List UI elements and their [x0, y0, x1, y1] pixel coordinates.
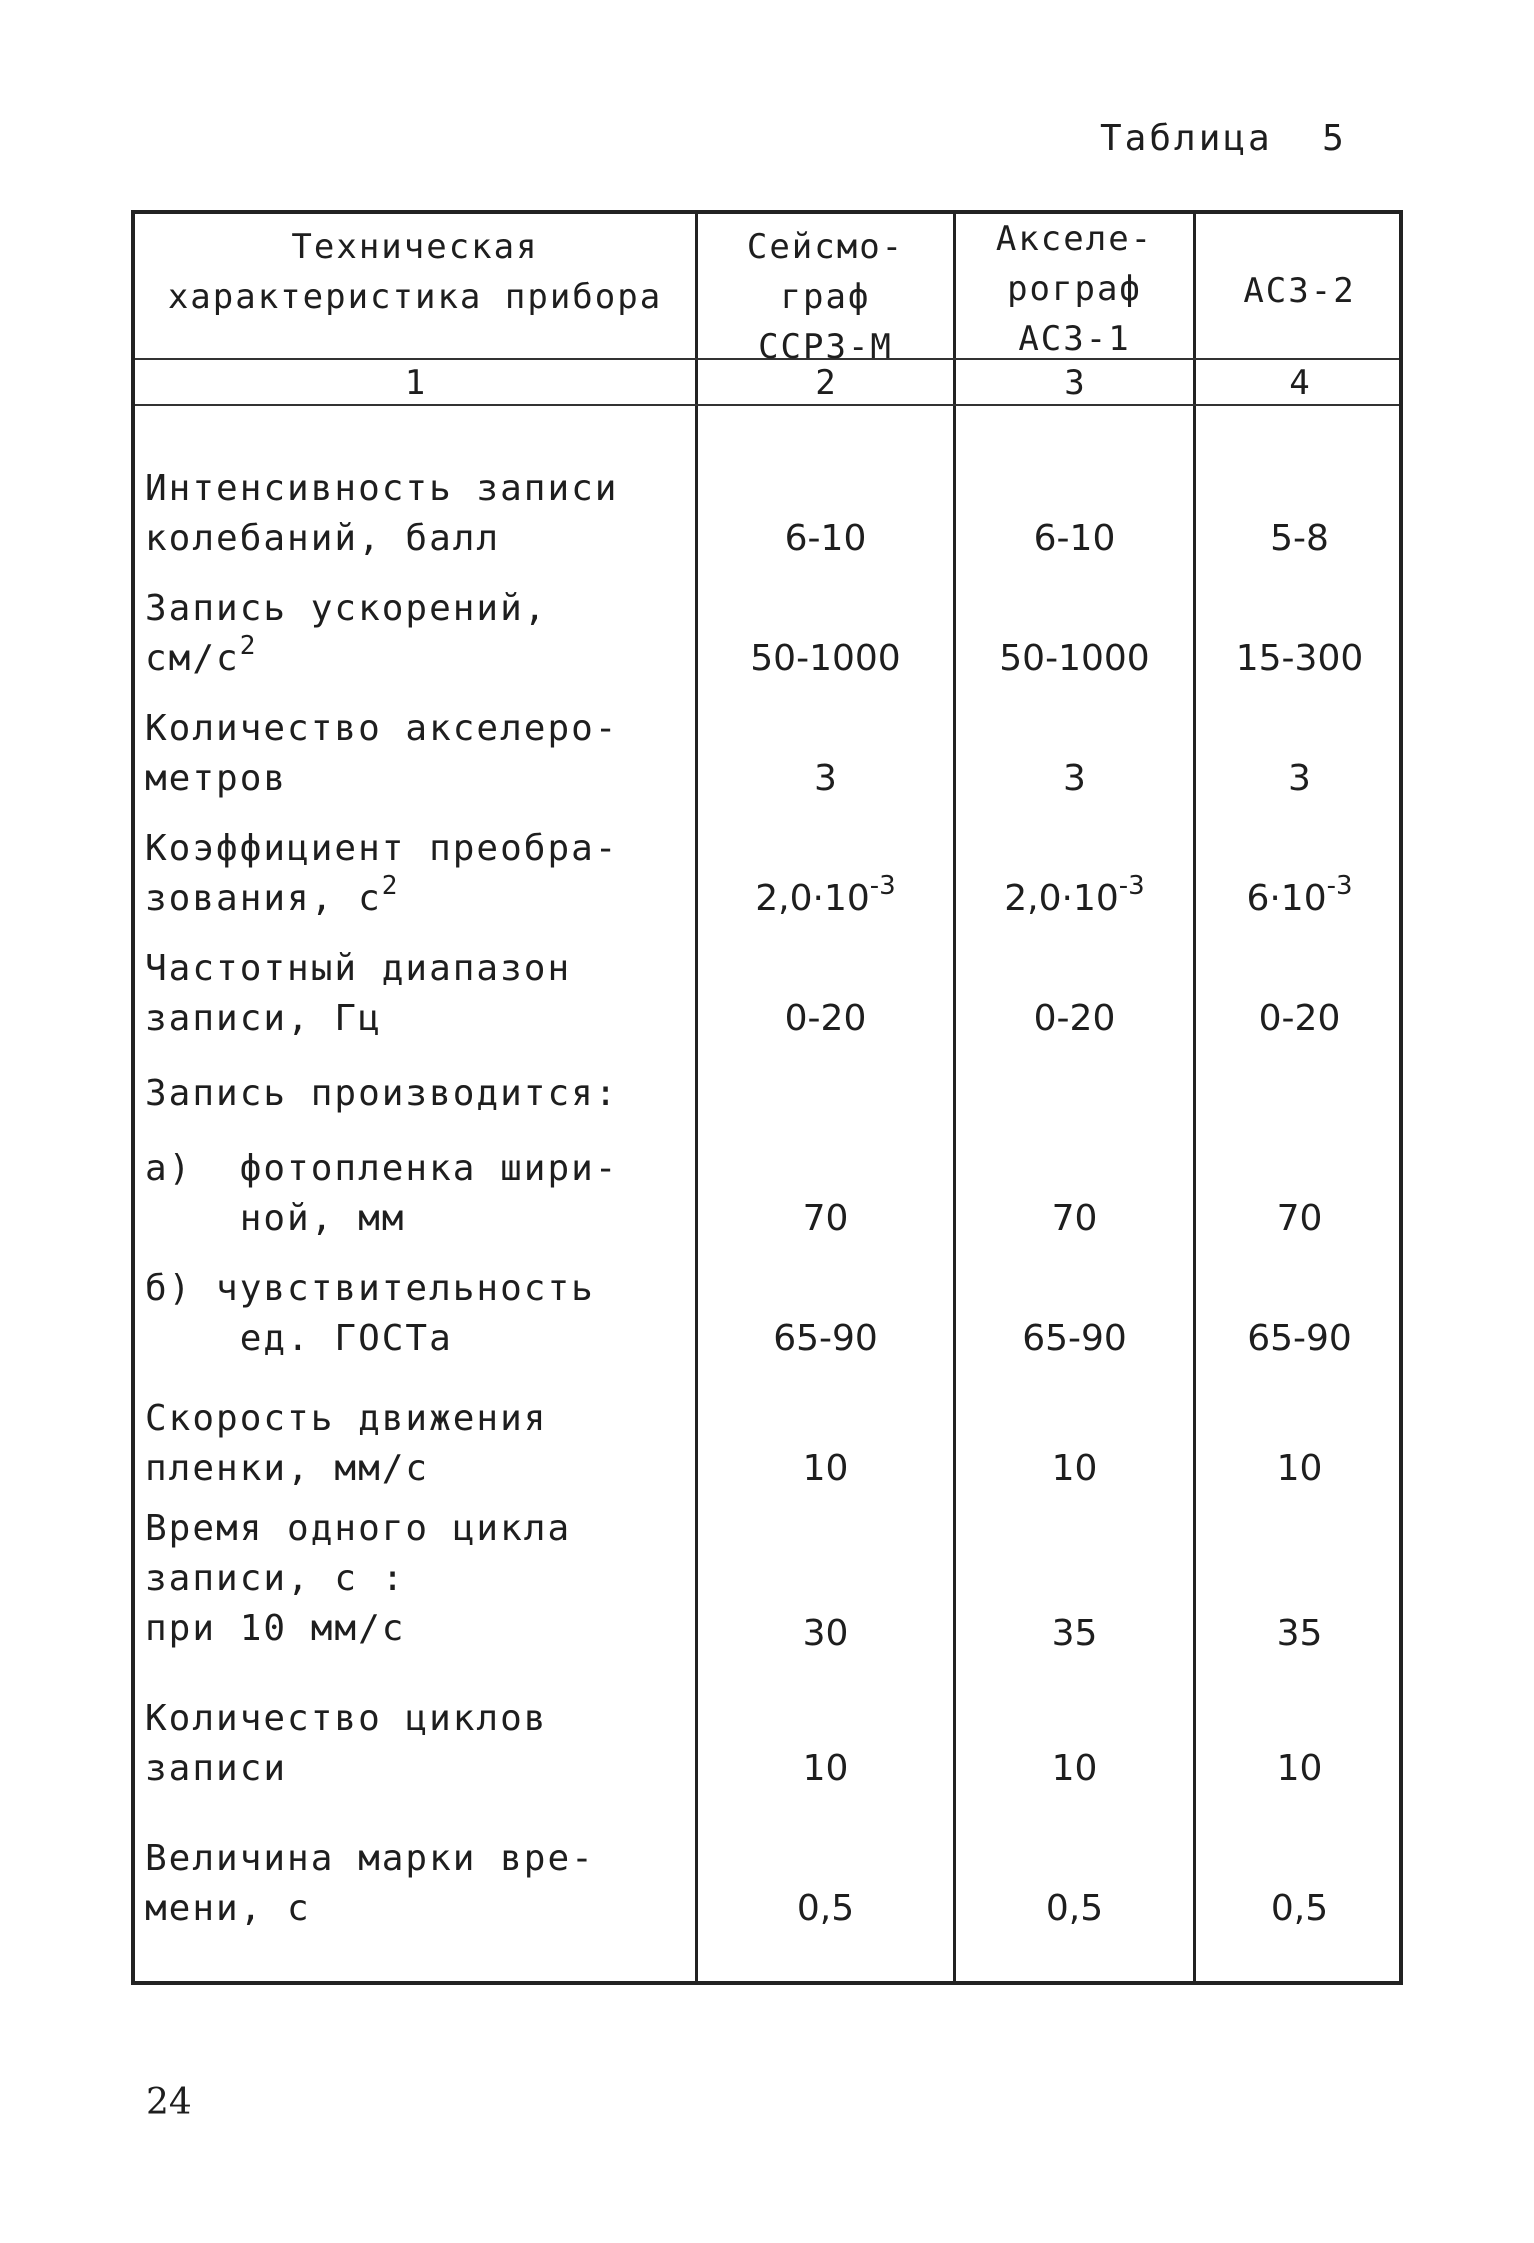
value-cell [698, 634, 953, 684]
value-cell [1196, 1194, 1403, 1244]
value-text: 10 [802, 1448, 849, 1489]
value-text: 0,5 [796, 1888, 855, 1929]
value-cell [956, 1444, 1193, 1494]
row-label-text: Запись производится: [145, 1073, 619, 1114]
value-text: 70 [1276, 1198, 1323, 1239]
row-label-text: Частотный диапазон записи, Гц [145, 948, 572, 1039]
value-text: 3 [814, 758, 837, 799]
row-label-text: б) чувствительность ед. ГОСТа [145, 1268, 595, 1359]
value-text: 2,0·10 [755, 878, 870, 919]
header-characteristic: Техническая характеристика прибора [167, 227, 663, 317]
value-cell [956, 871, 1193, 924]
value-cell [1196, 514, 1403, 564]
specs-table [131, 210, 1403, 1985]
value-text: 3 [1288, 758, 1311, 799]
value-superscript: -3 [1118, 871, 1145, 901]
value-text: 50-1000 [750, 638, 901, 679]
value-text: 6-10 [1033, 518, 1116, 559]
value-text: 10 [802, 1748, 849, 1789]
value-cell [698, 754, 953, 804]
column-number: 1 [404, 363, 426, 403]
row-label-text: Запись ускорений, см/с [145, 588, 548, 679]
value-cell [1196, 754, 1403, 804]
value-cell [1196, 1884, 1403, 1934]
row-label-superscript: 2 [381, 871, 400, 901]
column-number: 3 [1064, 363, 1085, 403]
header-asz-2: АСЗ-2 [1243, 271, 1356, 311]
value-text: 0,5 [1270, 1888, 1329, 1929]
row-label-text: Количество циклов записи [145, 1698, 548, 1789]
value-text: 35 [1276, 1613, 1323, 1654]
value-text: 3 [1063, 758, 1086, 799]
value-superscript: -3 [1326, 871, 1353, 901]
value-text: 65-90 [1022, 1318, 1127, 1359]
value-superscript: -3 [869, 871, 896, 901]
row-label-superscript: 2 [239, 631, 258, 661]
value-cell [956, 1194, 1193, 1244]
value-cell [956, 1744, 1193, 1794]
value-cell [698, 1314, 953, 1364]
table-caption: Таблица 5 [1100, 118, 1347, 159]
row-label-text: Скорость движения пленки, мм/с [145, 1398, 548, 1489]
row-label-text: а) фотопленка шири- ной, мм [145, 1148, 619, 1239]
row-label [145, 1069, 815, 1119]
value-text: 6·10 [1246, 878, 1327, 919]
value-cell [698, 514, 953, 564]
value-cell [956, 634, 1193, 684]
value-text: 0-20 [1033, 998, 1116, 1039]
value-cell [698, 1609, 953, 1659]
row-label-text: Коэффициент преобра- зования, с [145, 828, 619, 919]
value-cell [698, 994, 953, 1044]
value-cell [956, 994, 1193, 1044]
row-label-text: Количество акселеро- метров [145, 708, 619, 799]
value-cell [698, 1744, 953, 1794]
value-text: 0-20 [1258, 998, 1341, 1039]
row-label-text: Интенсивность записи колебаний, балл [145, 468, 619, 559]
value-cell [1196, 1744, 1403, 1794]
value-cell [956, 754, 1193, 804]
value-cell [956, 1609, 1193, 1659]
value-text: 10 [1051, 1448, 1098, 1489]
value-cell [956, 514, 1193, 564]
value-text: 65-90 [773, 1318, 878, 1359]
value-cell [698, 1884, 953, 1934]
value-text: 6-10 [784, 518, 867, 559]
value-text: 15-300 [1235, 638, 1364, 679]
value-cell [1196, 871, 1403, 924]
value-cell [698, 1194, 953, 1244]
value-cell [698, 871, 953, 924]
value-text: 50-1000 [999, 638, 1150, 679]
value-cell [1196, 634, 1403, 684]
value-text: 70 [1051, 1198, 1098, 1239]
column-number: 2 [815, 363, 836, 403]
value-text: 65-90 [1247, 1318, 1352, 1359]
header-ssrz-m: Сейсмо- граф ССРЗ-М [746, 227, 905, 367]
value-text: 5-8 [1270, 518, 1329, 559]
value-text: 35 [1051, 1613, 1098, 1654]
value-text: 0-20 [784, 998, 867, 1039]
value-text: 0,5 [1045, 1888, 1104, 1929]
value-cell [1196, 1444, 1403, 1494]
value-text: 2,0·10 [1004, 878, 1119, 919]
value-cell [1196, 994, 1403, 1044]
value-text: 10 [1276, 1448, 1323, 1489]
value-cell [956, 1314, 1193, 1364]
header-asz-1: Акселе- рограф АСЗ-1 [995, 219, 1154, 359]
value-cell [956, 1884, 1193, 1934]
value-text: 10 [1276, 1748, 1323, 1789]
column-divider [1193, 214, 1196, 1981]
value-text: 70 [802, 1198, 849, 1239]
row-label-text: Время одного цикла записи, с : при 10 мм/с [145, 1508, 572, 1649]
column-number: 4 [1289, 363, 1310, 403]
value-text: 30 [802, 1613, 849, 1654]
value-cell [1196, 1609, 1403, 1659]
page-number: 24 [146, 2082, 192, 2123]
value-text: 10 [1051, 1748, 1098, 1789]
value-cell [1196, 1314, 1403, 1364]
row-label-text: Величина марки вре- мени, с [145, 1838, 595, 1929]
column-divider [953, 214, 956, 1981]
value-cell [698, 1444, 953, 1494]
